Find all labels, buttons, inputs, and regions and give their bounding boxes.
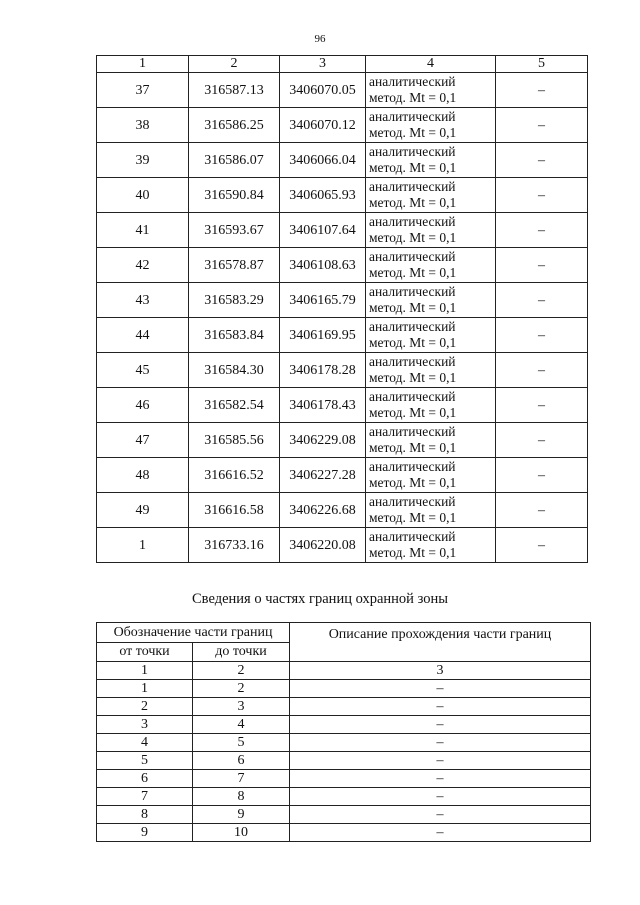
method-line: аналитический xyxy=(369,179,456,194)
method-description xyxy=(366,143,496,178)
parts-numbering-row xyxy=(97,662,591,680)
y-coordinate: 3406065.93 xyxy=(280,178,366,213)
method-description xyxy=(366,73,496,108)
header-boundary-part: Обозначение части границ xyxy=(97,623,290,643)
point-number: 39 xyxy=(97,143,189,178)
table-row xyxy=(97,458,588,493)
point-number: 42 xyxy=(97,248,189,283)
table-row xyxy=(97,213,588,248)
x-coordinate: 316586.07 xyxy=(189,143,280,178)
method-line: аналитический xyxy=(369,144,456,159)
method-description xyxy=(366,493,496,528)
column-header: 2 xyxy=(189,56,280,73)
table-row xyxy=(97,698,591,716)
part-description: – xyxy=(290,734,591,752)
table-row xyxy=(97,716,591,734)
y-coordinate: 3406066.04 xyxy=(280,143,366,178)
x-coordinate: 316593.67 xyxy=(189,213,280,248)
header-from-point: от точки xyxy=(97,643,193,662)
method-description xyxy=(366,353,496,388)
note-cell: – xyxy=(496,73,588,108)
method-line: аналитический xyxy=(369,284,456,299)
point-number: 1 xyxy=(97,528,189,563)
method-description xyxy=(366,458,496,493)
y-coordinate: 3406178.43 xyxy=(280,388,366,423)
method-description xyxy=(366,528,496,563)
from-point: 1 xyxy=(97,680,193,698)
method-line: аналитический xyxy=(369,424,456,439)
method-description xyxy=(366,213,496,248)
x-coordinate: 316587.13 xyxy=(189,73,280,108)
point-number: 47 xyxy=(97,423,189,458)
part-description: – xyxy=(290,806,591,824)
x-coordinate: 316584.30 xyxy=(189,353,280,388)
point-number: 43 xyxy=(97,283,189,318)
to-point: 2 xyxy=(193,680,290,698)
method-line: метод. Mt = 0,1 xyxy=(369,510,457,525)
point-number: 40 xyxy=(97,178,189,213)
column-header: 5 xyxy=(496,56,588,73)
note-cell: – xyxy=(496,528,588,563)
table-row xyxy=(97,388,588,423)
note-cell: – xyxy=(496,318,588,353)
method-line: аналитический xyxy=(369,319,456,334)
part-description: – xyxy=(290,788,591,806)
to-point: 5 xyxy=(193,734,290,752)
point-number: 41 xyxy=(97,213,189,248)
point-number: 37 xyxy=(97,73,189,108)
y-coordinate: 3406169.95 xyxy=(280,318,366,353)
note-cell: – xyxy=(496,388,588,423)
header-to-point: до точки xyxy=(193,643,290,662)
column-header: 1 xyxy=(97,56,189,73)
table-row xyxy=(97,528,588,563)
section-title: Сведения о частях границ охранной зоны xyxy=(192,591,448,607)
method-line: аналитический xyxy=(369,529,456,544)
method-line: метод. Mt = 0,1 xyxy=(369,300,457,315)
from-point: 3 xyxy=(97,716,193,734)
y-coordinate: 3406178.28 xyxy=(280,353,366,388)
method-description xyxy=(366,178,496,213)
method-description xyxy=(366,423,496,458)
table-row xyxy=(97,108,588,143)
y-coordinate: 3406108.63 xyxy=(280,248,366,283)
to-point: 4 xyxy=(193,716,290,734)
x-coordinate: 316583.84 xyxy=(189,318,280,353)
part-description: – xyxy=(290,698,591,716)
method-line: аналитический xyxy=(369,459,456,474)
method-line: аналитический xyxy=(369,109,456,124)
part-description: – xyxy=(290,716,591,734)
column-header: 3 xyxy=(280,56,366,73)
table-row xyxy=(97,824,591,842)
table-row xyxy=(97,770,591,788)
table-row xyxy=(97,178,588,213)
y-coordinate: 3406107.64 xyxy=(280,213,366,248)
method-line: метод. Mt = 0,1 xyxy=(369,440,457,455)
table-row xyxy=(97,493,588,528)
note-cell: – xyxy=(496,458,588,493)
note-cell: – xyxy=(496,178,588,213)
method-line: метод. Mt = 0,1 xyxy=(369,335,457,350)
numbering-cell: 3 xyxy=(290,662,591,680)
coordinates-header-row xyxy=(97,56,588,73)
boundary-parts-table xyxy=(96,622,591,842)
method-line: метод. Mt = 0,1 xyxy=(369,475,457,490)
method-line: метод. Mt = 0,1 xyxy=(369,90,457,105)
method-line: аналитический xyxy=(369,494,456,509)
method-line: аналитический xyxy=(369,214,456,229)
to-point: 8 xyxy=(193,788,290,806)
method-line: аналитический xyxy=(369,74,456,89)
note-cell: – xyxy=(496,493,588,528)
method-description xyxy=(366,248,496,283)
x-coordinate: 316578.87 xyxy=(189,248,280,283)
point-number: 48 xyxy=(97,458,189,493)
method-description xyxy=(366,283,496,318)
note-cell: – xyxy=(496,353,588,388)
from-point: 5 xyxy=(97,752,193,770)
method-line: метод. Mt = 0,1 xyxy=(369,545,457,560)
method-line: аналитический xyxy=(369,389,456,404)
method-description xyxy=(366,318,496,353)
y-coordinate: 3406226.68 xyxy=(280,493,366,528)
x-coordinate: 316590.84 xyxy=(189,178,280,213)
method-line: метод. Mt = 0,1 xyxy=(369,230,457,245)
point-number: 49 xyxy=(97,493,189,528)
table-row xyxy=(97,788,591,806)
part-description: – xyxy=(290,770,591,788)
to-point: 7 xyxy=(193,770,290,788)
y-coordinate: 3406227.28 xyxy=(280,458,366,493)
table-row xyxy=(97,680,591,698)
point-number: 38 xyxy=(97,108,189,143)
method-line: метод. Mt = 0,1 xyxy=(369,160,457,175)
note-cell: – xyxy=(496,213,588,248)
table-row xyxy=(97,734,591,752)
point-number: 44 xyxy=(97,318,189,353)
y-coordinate: 3406070.05 xyxy=(280,73,366,108)
note-cell: – xyxy=(496,283,588,318)
from-point: 4 xyxy=(97,734,193,752)
note-cell: – xyxy=(496,108,588,143)
x-coordinate: 316733.16 xyxy=(189,528,280,563)
x-coordinate: 316585.56 xyxy=(189,423,280,458)
from-point: 9 xyxy=(97,824,193,842)
table-row xyxy=(97,143,588,178)
method-line: аналитический xyxy=(369,249,456,264)
to-point: 6 xyxy=(193,752,290,770)
table-row xyxy=(97,73,588,108)
table-row xyxy=(97,353,588,388)
note-cell: – xyxy=(496,143,588,178)
method-line: метод. Mt = 0,1 xyxy=(369,265,457,280)
part-description: – xyxy=(290,752,591,770)
parts-header-row xyxy=(97,623,591,643)
method-line: метод. Mt = 0,1 xyxy=(369,405,457,420)
x-coordinate: 316586.25 xyxy=(189,108,280,143)
header-description: Описание прохождения части границ xyxy=(290,623,591,662)
part-description: – xyxy=(290,680,591,698)
table-row xyxy=(97,806,591,824)
page-number: 96 xyxy=(314,33,326,45)
table-row xyxy=(97,423,588,458)
point-number: 45 xyxy=(97,353,189,388)
to-point: 3 xyxy=(193,698,290,716)
numbering-cell: 2 xyxy=(193,662,290,680)
y-coordinate: 3406220.08 xyxy=(280,528,366,563)
table-row xyxy=(97,752,591,770)
numbering-cell: 1 xyxy=(97,662,193,680)
part-description: – xyxy=(290,824,591,842)
method-description xyxy=(366,108,496,143)
x-coordinate: 316616.52 xyxy=(189,458,280,493)
table-row xyxy=(97,248,588,283)
to-point: 10 xyxy=(193,824,290,842)
coordinates-table xyxy=(96,55,588,563)
x-coordinate: 316616.58 xyxy=(189,493,280,528)
method-line: метод. Mt = 0,1 xyxy=(369,370,457,385)
note-cell: – xyxy=(496,423,588,458)
column-header: 4 xyxy=(366,56,496,73)
table-row xyxy=(97,283,588,318)
from-point: 6 xyxy=(97,770,193,788)
method-line: метод. Mt = 0,1 xyxy=(369,125,457,140)
from-point: 2 xyxy=(97,698,193,716)
point-number: 46 xyxy=(97,388,189,423)
from-point: 8 xyxy=(97,806,193,824)
y-coordinate: 3406229.08 xyxy=(280,423,366,458)
x-coordinate: 316583.29 xyxy=(189,283,280,318)
method-line: метод. Mt = 0,1 xyxy=(369,195,457,210)
y-coordinate: 3406070.12 xyxy=(280,108,366,143)
x-coordinate: 316582.54 xyxy=(189,388,280,423)
to-point: 9 xyxy=(193,806,290,824)
from-point: 7 xyxy=(97,788,193,806)
table-row xyxy=(97,318,588,353)
note-cell: – xyxy=(496,248,588,283)
method-description xyxy=(366,388,496,423)
y-coordinate: 3406165.79 xyxy=(280,283,366,318)
method-line: аналитический xyxy=(369,354,456,369)
